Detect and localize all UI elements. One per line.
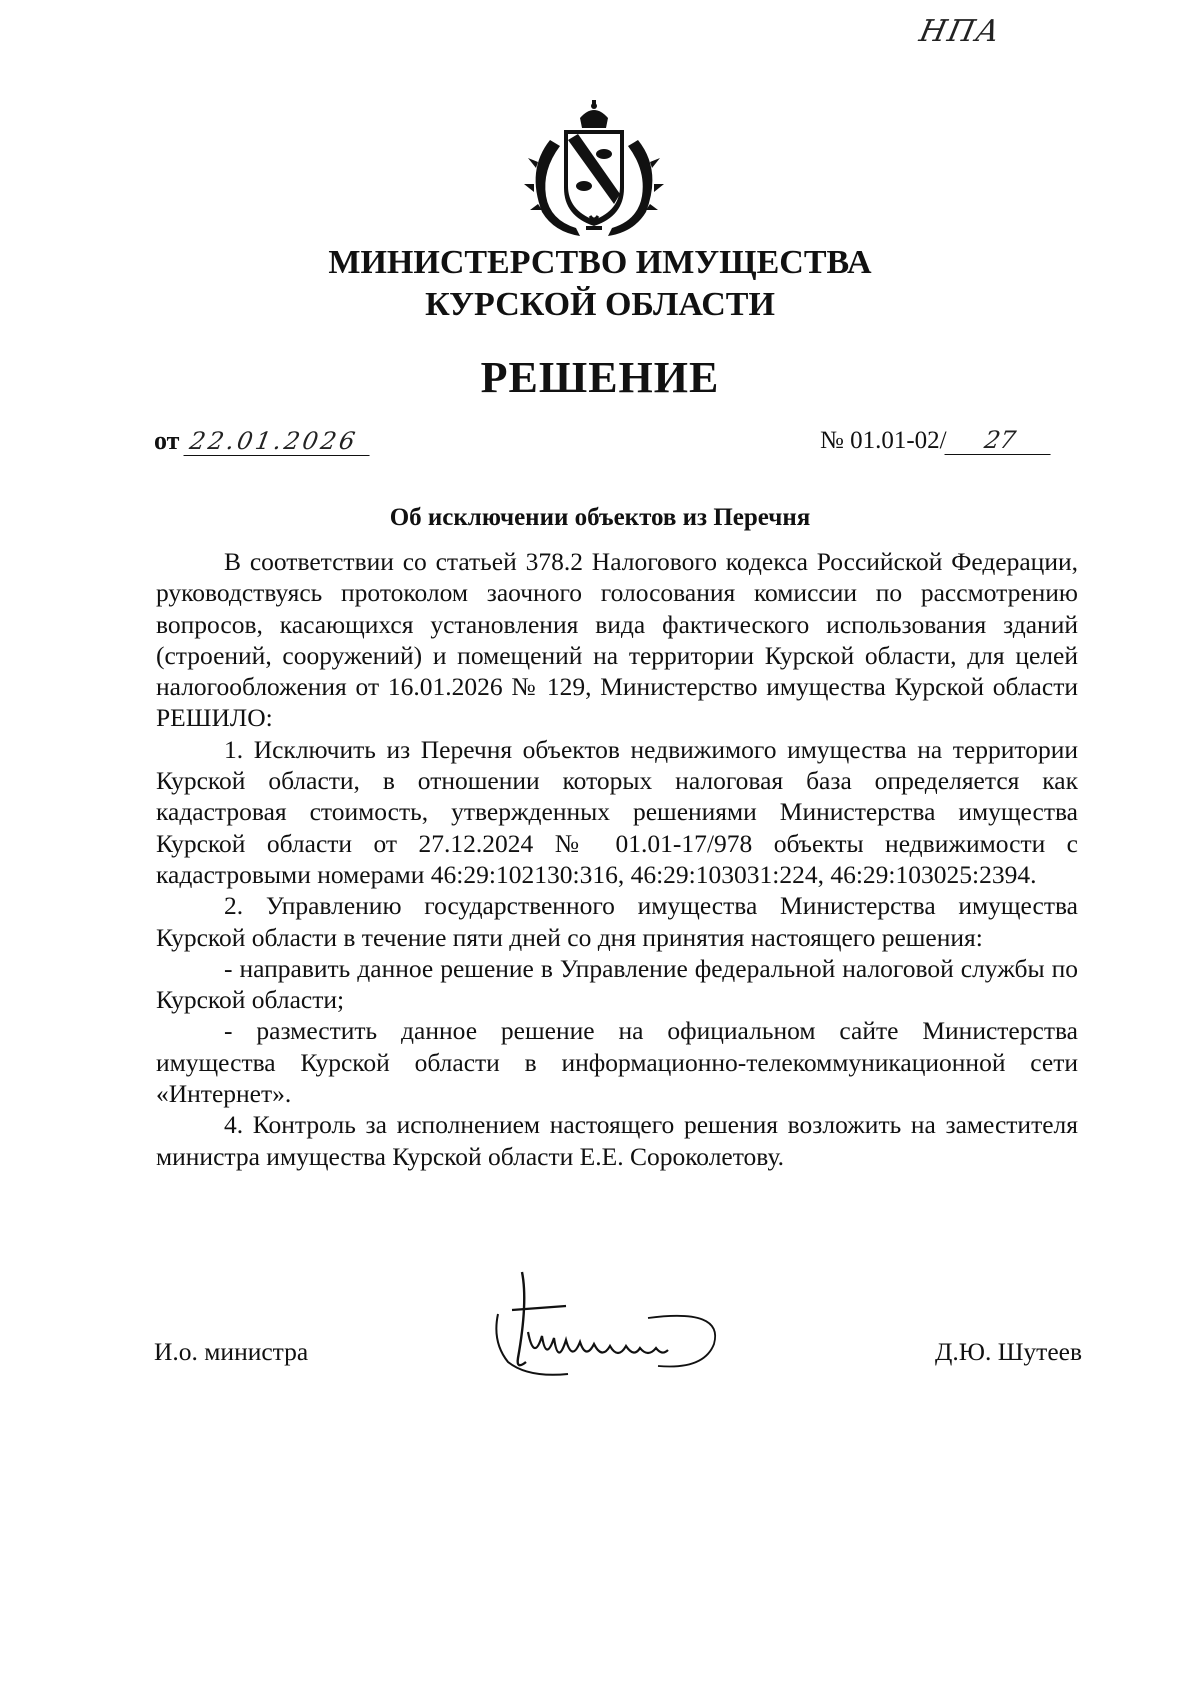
document-subject: Об исключении объектов из Перечня [389, 504, 811, 531]
signer-position: И.о. министра [154, 1337, 309, 1366]
npa-stamp: НПА [916, 14, 1005, 49]
number-prefix: № 01.01-02/ [820, 427, 947, 454]
handwritten-signature-icon [488, 1262, 734, 1382]
item-2-subitem-publish: - разместить данное решение на официальном сайте Министерства имущества Курской области в информационно-телекоммуникационной сети «Интернет». [156, 1016, 1078, 1109]
preamble-paragraph: В соответствии со статьей 378.2 Налогового кодекса Российской Федерации, руководствуясь протоколом заочного голосования комиссии по рассмотрению вопросов, касающихся установления вида фактического использования зданий (строений, сооружений) и помещений на территории Курской области, для целей налогообложения от 16.01.2026 № 129, Министерство имущества Курской области РЕШИЛО: [156, 547, 1078, 733]
ministry-name-line1: МИНИСТЕРСТВО ИМУЩЕСТВА [328, 244, 872, 281]
document-type-title: РЕШЕНИЕ [480, 353, 720, 402]
kursk-coat-of-arms-icon [520, 100, 668, 240]
item-1-paragraph: 1. Исключить из Перечня объектов недвижимого имущества на территории Курской области, в отношении которых налоговая база определяется как кадастровая стоимость, утвержденных решениями Министерства имущества Курской области от 27.12.2024 № 01.01-17/978 объекты недвижимости с кадастровыми номерами 46:29:102130:316, 46:29:103031:224, 46:29:103025:2394. [156, 734, 1078, 889]
handwritten-number: 27 [944, 426, 1055, 455]
item-4-paragraph: 4. Контроль за исполнением настоящего решения возложить на заместителя министра имущества Курской области Е.Е. Сороколетову. [156, 1110, 1078, 1171]
date-field [154, 426, 372, 456]
date-label: от [154, 426, 180, 455]
ministry-name-line2: КУРСКОЙ ОБЛАСТИ [425, 286, 775, 323]
document-body [156, 546, 1078, 1172]
document-number-field [820, 426, 1053, 455]
signer-name: Д.Ю. Шутеев [934, 1337, 1082, 1366]
item-2-paragraph: 2. Управлению государственного имущества Министерства имущества Курской области в течение пяти дней со дня принятия настоящего решения: [156, 891, 1078, 952]
handwritten-date: 22.01.2026 [183, 427, 374, 456]
item-2-subitem-send: - направить данное решение в Управление федеральной налоговой службы по Курской области; [156, 953, 1078, 1015]
